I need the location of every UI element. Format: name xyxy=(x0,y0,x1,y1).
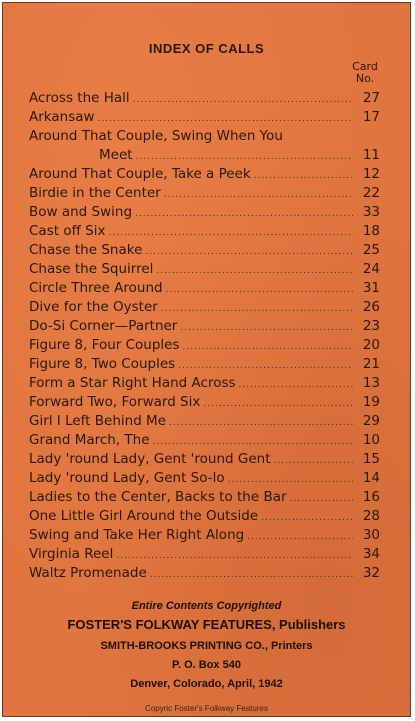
entry-card-number: 31 xyxy=(362,280,380,296)
list-item xyxy=(29,469,380,488)
leader-dots xyxy=(133,91,353,110)
entry-card-number: 10 xyxy=(362,432,380,448)
list-item xyxy=(29,336,380,355)
entry-card-number: 33 xyxy=(362,204,380,220)
entry-label: Bow and Swing xyxy=(29,204,133,220)
list-item xyxy=(29,545,380,564)
entry-label: Lady 'round Lady, Gent So-lo xyxy=(29,470,225,486)
leader-dots xyxy=(135,205,353,224)
entry-label: Circle Three Around xyxy=(29,280,163,296)
list-item xyxy=(29,222,380,241)
entry-card-number: 20 xyxy=(362,337,380,353)
leader-dots xyxy=(247,528,353,547)
leader-dots xyxy=(180,319,353,338)
entry-card-number: 25 xyxy=(362,242,380,258)
entry-label: Dive for the Oyster xyxy=(29,299,158,315)
leader-dots xyxy=(108,224,353,243)
entry-label: Do-Si Corner—Partner xyxy=(29,318,178,334)
leader-dots xyxy=(274,452,354,471)
list-item xyxy=(29,203,380,222)
list-item xyxy=(29,127,380,165)
leader-dots xyxy=(145,243,353,262)
entry-label: Form a Star Right Hand Across xyxy=(29,375,236,391)
entry-label: Chase the Snake xyxy=(29,242,143,258)
entry-card-number: 23 xyxy=(362,318,380,334)
entry-label: Swing and Take Her Right Along xyxy=(29,527,245,543)
entry-card-number: 21 xyxy=(362,356,380,372)
list-item xyxy=(29,108,380,127)
entry-label: Arkansaw xyxy=(29,109,95,125)
list-item xyxy=(29,374,380,393)
entry-card-number: 22 xyxy=(362,185,380,201)
entry-label: Forward Two, Forward Six xyxy=(29,394,201,410)
entry-label-continued: Meet xyxy=(99,147,133,163)
entry-label: Waltz Promenade xyxy=(29,565,147,581)
list-item xyxy=(29,260,380,279)
entry-card-number: 26 xyxy=(362,299,380,315)
entry-label: Ladies to the Center, Backs to the Bar xyxy=(29,489,287,505)
list-item xyxy=(29,165,380,184)
leader-dots xyxy=(156,262,353,281)
leader-dots xyxy=(164,186,353,205)
entry-card-number: 17 xyxy=(362,109,380,125)
list-item xyxy=(29,431,380,450)
entry-card-number: 12 xyxy=(362,166,380,182)
small-copyright-line: Copyric Foster's Folkway Features xyxy=(145,704,268,713)
copyright-line: Entire Contents Copyrighted xyxy=(131,600,282,612)
entry-card-number: 29 xyxy=(362,413,380,429)
entry-card-number: 11 xyxy=(362,147,380,163)
list-item xyxy=(29,89,380,108)
index-card xyxy=(2,2,411,717)
list-item xyxy=(29,317,380,336)
leader-dots xyxy=(203,395,353,414)
entry-card-number: 27 xyxy=(362,90,380,106)
entry-label: Around That Couple, Swing When You xyxy=(29,128,283,144)
entry-card-number: 24 xyxy=(362,261,380,277)
calls-list xyxy=(29,89,380,583)
list-item xyxy=(29,526,380,545)
entry-label: Figure 8, Two Couples xyxy=(29,356,176,372)
leader-dots xyxy=(261,509,353,528)
leader-dots xyxy=(166,281,353,300)
list-item xyxy=(29,241,380,260)
entry-label: Virginia Reel xyxy=(29,546,114,562)
list-item xyxy=(29,393,380,412)
entry-card-number: 30 xyxy=(362,527,380,543)
entry-label: Lady 'round Lady, Gent 'round Gent xyxy=(29,451,271,467)
entry-label: Figure 8, Four Couples xyxy=(29,337,180,353)
leader-dots xyxy=(290,490,353,509)
entry-card-number: 19 xyxy=(362,394,380,410)
list-item xyxy=(29,298,380,317)
leader-dots xyxy=(161,300,353,319)
list-item xyxy=(29,488,380,507)
printer-line: SMITH-BROOKS PRINTING CO., Printers xyxy=(100,640,313,652)
entry-label: Cast off Six xyxy=(29,223,106,239)
list-item xyxy=(29,507,380,526)
list-item xyxy=(29,184,380,203)
place-date-line: Denver, Colorado, April, 1942 xyxy=(130,678,283,690)
entry-card-number: 34 xyxy=(362,546,380,562)
list-item xyxy=(29,412,380,431)
entry-card-number: 15 xyxy=(362,451,380,467)
card-header-line-1: Card xyxy=(352,60,378,73)
entry-card-number: 16 xyxy=(362,489,380,505)
leader-dots xyxy=(169,414,353,433)
card-number-header xyxy=(350,61,380,85)
entry-card-number: 18 xyxy=(362,223,380,239)
po-box-line: P. O. Box 540 xyxy=(172,659,241,671)
entry-label: Girl I Left Behind Me xyxy=(29,413,167,429)
list-item xyxy=(29,355,380,374)
entry-continuation-row xyxy=(29,146,380,165)
entry-card-number: 14 xyxy=(362,470,380,486)
entry-card-number: 13 xyxy=(362,375,380,391)
entry-label: Grand March, The xyxy=(29,432,150,448)
leader-dots xyxy=(150,566,353,585)
entry-label: Across the Hall xyxy=(29,90,130,106)
publisher-line: FOSTER'S FOLKWAY FEATURES, Publishers xyxy=(67,617,346,632)
card-header-line-2: No. xyxy=(355,72,375,85)
entry-label: One Little Girl Around the Outside xyxy=(29,508,259,524)
page-title: INDEX OF CALLS xyxy=(148,41,265,56)
list-item xyxy=(29,564,380,583)
entry-card-number: 28 xyxy=(362,508,380,524)
entry-label: Chase the Squirrel xyxy=(29,261,154,277)
entry-label: Birdie in the Center xyxy=(29,185,161,201)
entry-card-number: 32 xyxy=(362,565,380,581)
list-item xyxy=(29,279,380,298)
leader-dots xyxy=(239,376,353,395)
leader-dots xyxy=(254,167,353,186)
leader-dots xyxy=(183,338,353,357)
entry-label: Around That Couple, Take a Peek xyxy=(29,166,251,182)
leader-dots xyxy=(116,547,353,566)
list-item xyxy=(29,450,380,469)
